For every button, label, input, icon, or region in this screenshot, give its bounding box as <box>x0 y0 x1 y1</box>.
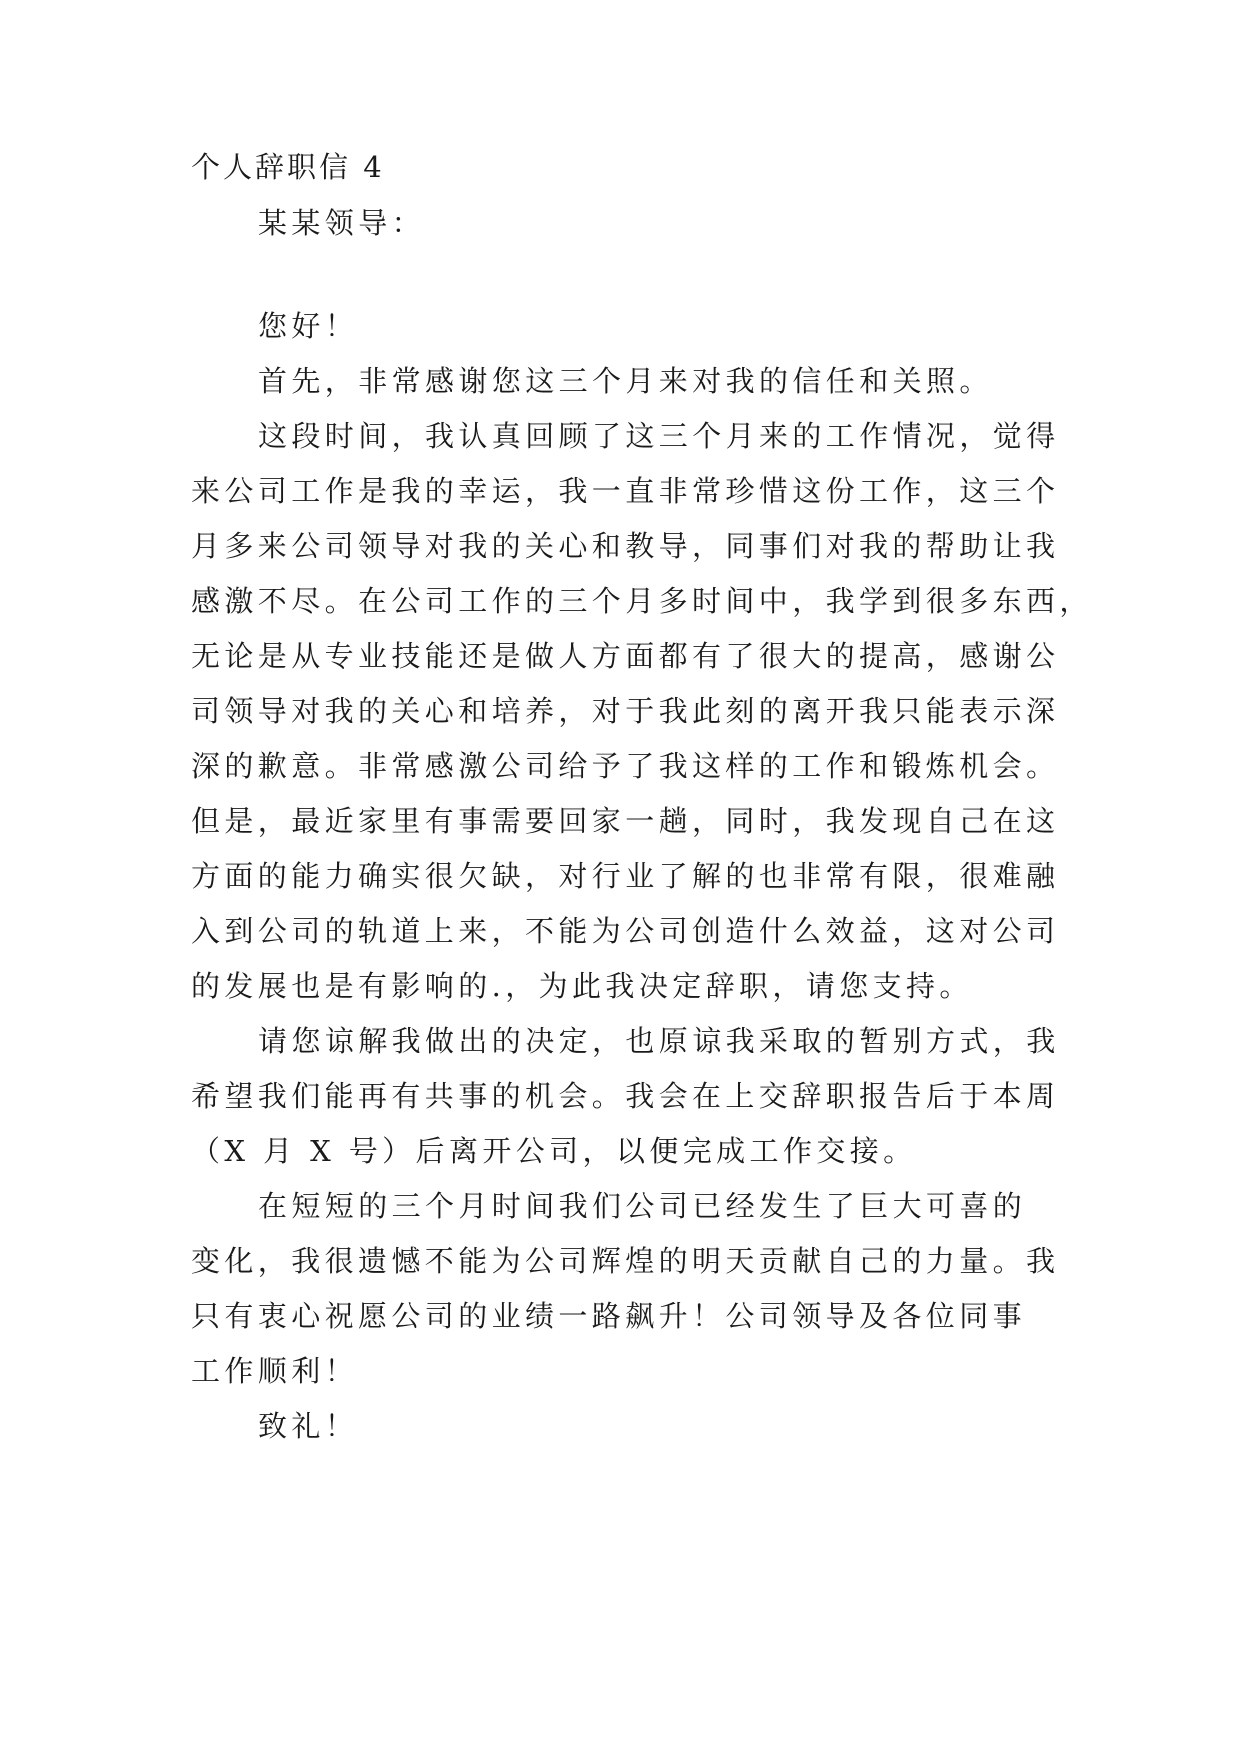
body-line: 请您谅解我做出的决定，也原谅我采取的暂别方式，我 <box>258 1024 1060 1058</box>
document-title: 个人辞职信 4 <box>191 150 385 184</box>
greeting: 您好！ <box>258 309 359 343</box>
body-line: 月多来公司领导对我的关心和教导，同事们对我的帮助让我 <box>191 529 1060 563</box>
body-line: 的发展也是有影响的.，为此我决定辞职，请您支持。 <box>191 969 973 1003</box>
body-line: 但是，最近家里有事需要回家一趟，同时，我发现自己在这 <box>191 804 1060 838</box>
body-line: 工作顺利！ <box>191 1354 359 1388</box>
body-line: （X 月 X 号）后离开公司，以便完成工作交接。 <box>191 1134 917 1168</box>
body-line: 这段时间，我认真回顾了这三个月来的工作情况，觉得 <box>258 419 1060 453</box>
body-line: 方面的能力确实很欠缺，对行业了解的也非常有限，很难融 <box>191 859 1060 893</box>
closing: 致礼！ <box>258 1409 359 1443</box>
salutation: 某某领导： <box>258 206 426 240</box>
body-line: 入到公司的轨道上来，不能为公司创造什么效益，这对公司 <box>191 914 1060 948</box>
body-line: 来公司工作是我的幸运，我一直非常珍惜这份工作，这三个 <box>191 474 1060 508</box>
body-line: 希望我们能再有共事的机会。我会在上交辞职报告后于本周 <box>191 1079 1060 1113</box>
body-line: 在短短的三个月时间我们公司已经发生了巨大可喜的 <box>258 1189 1027 1223</box>
body-line: 无论是从专业技能还是做人方面都有了很大的提高，感谢公 <box>191 639 1060 673</box>
body-line: 首先，非常感谢您这三个月来对我的信任和关照。 <box>258 364 993 398</box>
body-line: 司领导对我的关心和培养，对于我此刻的离开我只能表示深 <box>191 694 1060 728</box>
body-line: 变化，我很遗憾不能为公司辉煌的明天贡献自己的力量。我 <box>191 1244 1060 1278</box>
body-line: 深的歉意。非常感激公司给予了我这样的工作和锻炼机会。 <box>191 749 1060 783</box>
body-line: 只有衷心祝愿公司的业绩一路飙升！公司领导及各位同事 <box>191 1299 1027 1333</box>
body-line: 感激不尽。在公司工作的三个月多时间中，我学到很多东西， <box>191 584 1093 618</box>
